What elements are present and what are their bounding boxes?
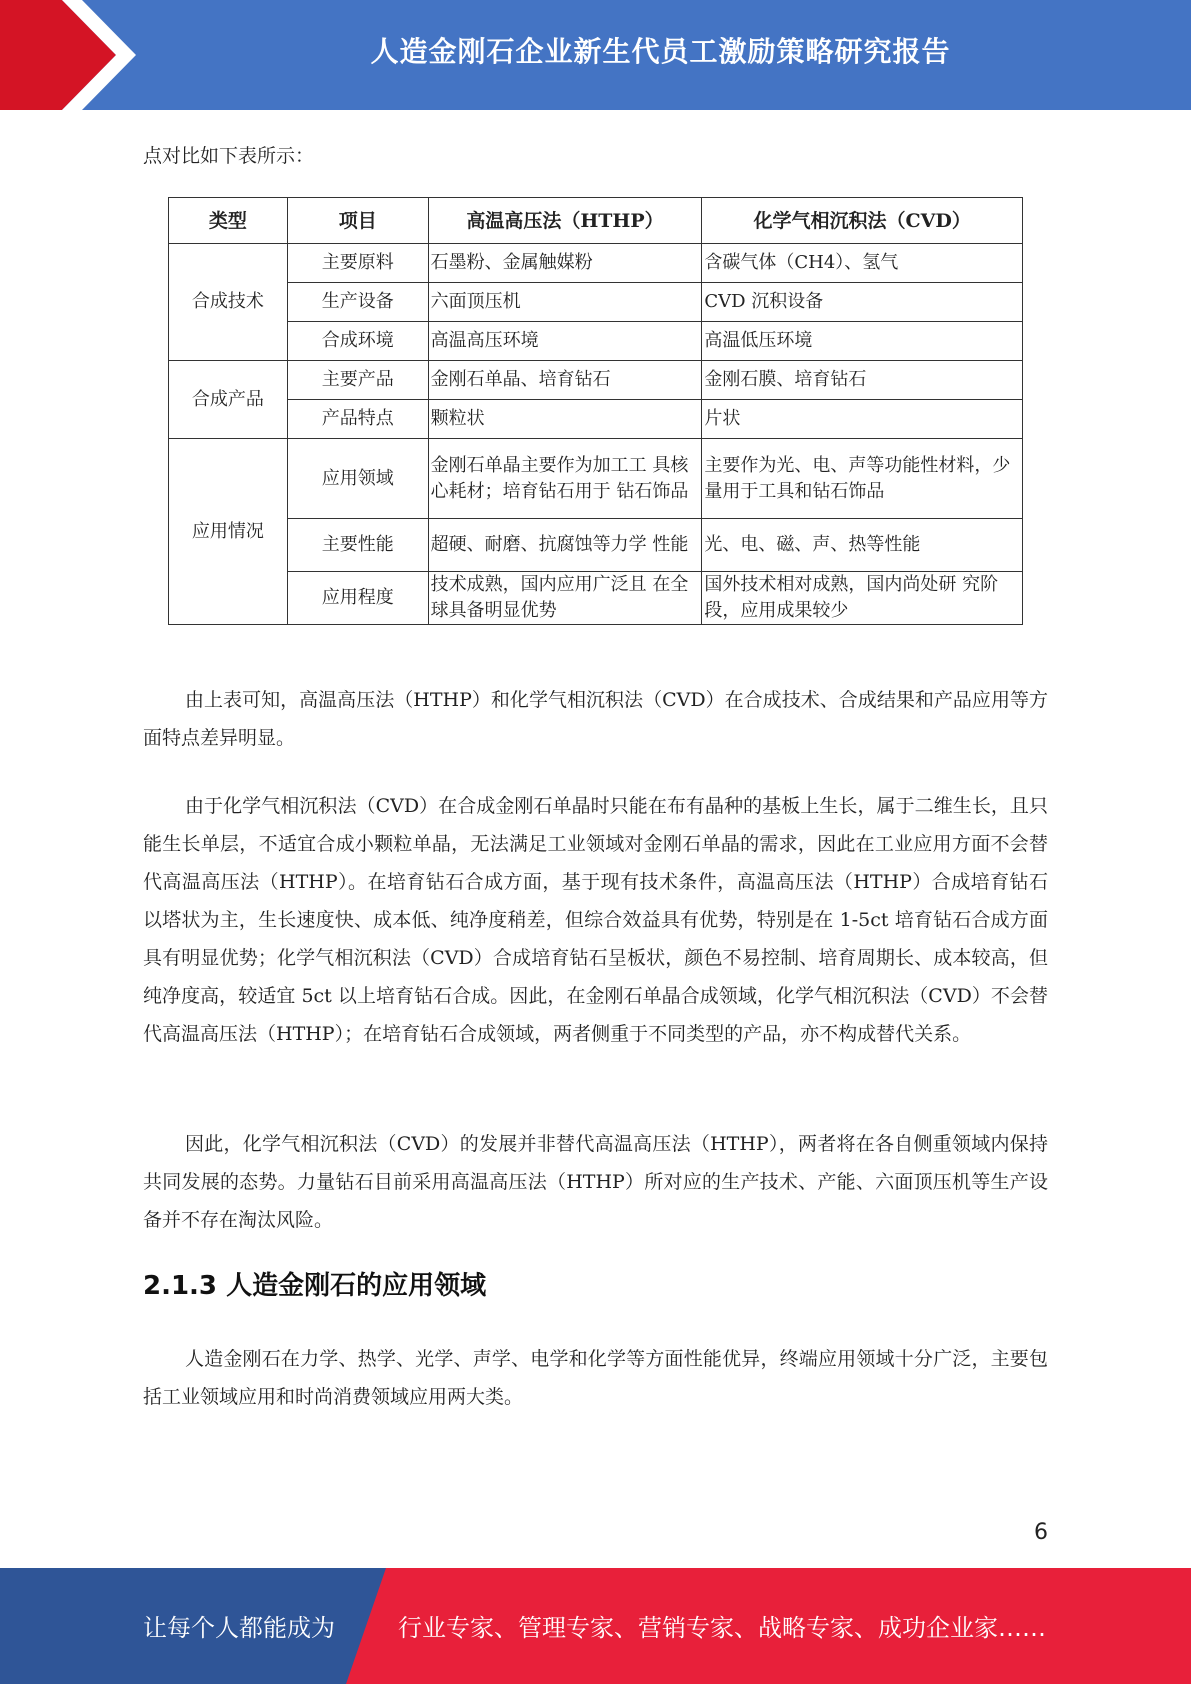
page-number: 6	[1034, 1520, 1048, 1545]
type-cell: 合成产品	[169, 361, 288, 439]
table-header-cell: 项目	[287, 198, 428, 244]
item-cell: 应用程度	[287, 572, 428, 625]
item-cell: 主要性能	[287, 519, 428, 572]
intro-text: 点对比如下表所示：	[143, 145, 315, 167]
table-row	[169, 283, 1023, 322]
table-header-row	[169, 198, 1023, 244]
section-heading: 2.1.3 人造金刚石的应用领域	[143, 1271, 487, 1301]
cvd-cell: 国外技术相对成熟，国内尚处研 究阶段，应用成果较少	[702, 572, 1023, 625]
body-paragraph: 由上表可知，高温高压法（HTHP）和化学气相沉积法（CVD）在合成技术、合成结果和产品应用等方面特点差异明显。	[143, 689, 1048, 749]
table-row	[169, 244, 1023, 283]
body-paragraph: 由于化学气相沉积法（CVD）在合成金刚石单晶时只能在布有晶种的基板上生长，属于二维生长，且只能生长单层，不适宜合成小颗粒单晶，无法满足工业领域对金刚石单晶的需求，因此在工业应用方面不会替代高温高压法（HTHP）。在培育钻石合成方面，基于现有技术条件，高温高压法（HTHP）合成培育钻石以塔状为主，生长速度快、成本低、纯净度稍差，但综合效益具有优势，特别是在 1-5ct 培育钻石合成方面具有明显优势；化学气相沉积法（CVD）合成培育钻石呈板状，颜色不易控制、培育周期长、成本较高，但纯净度高，较适宜 5ct 以上培育钻石合成。因此，在金刚石单晶合成领域，化学气相沉积法（CVD）不会替代高温高压法（HTHP）；在培育钻石合成领域，两者侧重于不同类型的产品，亦不构成替代关系。	[143, 795, 1048, 1045]
item-cell: 主要原料	[287, 244, 428, 283]
hthp-cell: 石墨粉、金属触媒粉	[428, 244, 702, 283]
table-row	[169, 361, 1023, 400]
cvd-cell: 金刚石膜、培育钻石	[702, 361, 1023, 400]
table-header-cell: 类型	[169, 198, 288, 244]
table-row	[169, 322, 1023, 361]
hthp-cell: 高温高压环境	[428, 322, 702, 361]
table-row	[169, 439, 1023, 519]
item-cell: 合成环境	[287, 322, 428, 361]
page-footer	[0, 1568, 1191, 1684]
cvd-cell: 含碳气体（CH4）、氢气	[702, 244, 1023, 283]
hthp-cell: 金刚石单晶、培育钻石	[428, 361, 702, 400]
comparison-table	[168, 197, 1023, 625]
table-row	[169, 519, 1023, 572]
cvd-cell: 片状	[702, 400, 1023, 439]
cvd-cell: 主要作为光、电、声等功能性材料，少量用于工具和钻石饰品	[702, 439, 1023, 519]
item-cell: 生产设备	[287, 283, 428, 322]
cvd-cell: CVD 沉积设备	[702, 283, 1023, 322]
item-cell: 应用领域	[287, 439, 428, 519]
footer-slogan-left: 让每个人都能成为	[143, 1614, 335, 1642]
table-header-cell: 高温高压法（HTHP）	[428, 198, 702, 244]
footer-slogan-right: 行业专家、管理专家、营销专家、战略专家、成功企业家……	[398, 1614, 1046, 1642]
item-cell: 主要产品	[287, 361, 428, 400]
body-paragraph: 人造金刚石在力学、热学、光学、声学、电学和化学等方面性能优异，终端应用领域十分广泛，主要包括工业领域应用和时尚消费领域应用两大类。	[143, 1348, 1048, 1408]
page-header	[0, 0, 1191, 110]
table-row	[169, 572, 1023, 625]
cvd-cell: 光、电、磁、声、热等性能	[702, 519, 1023, 572]
body-paragraph: 因此，化学气相沉积法（CVD）的发展并非替代高温高压法（HTHP），两者将在各自侧重领域内保持共同发展的态势。力量钻石目前采用高温高压法（HTHP）所对应的生产技术、产能、六面顶压机等生产设备并不存在淘汰风险。	[143, 1133, 1048, 1231]
hthp-cell: 金刚石单晶主要作为加工工 具核心耗材；培育钻石用于 钻石饰品	[428, 439, 702, 519]
cvd-cell: 高温低压环境	[702, 322, 1023, 361]
header-chevron-decoration	[0, 0, 160, 110]
hthp-cell: 超硬、耐磨、抗腐蚀等力学 性能	[428, 519, 702, 572]
hthp-cell: 六面顶压机	[428, 283, 702, 322]
table-header-cell: 化学气相沉积法（CVD）	[702, 198, 1023, 244]
type-cell: 合成技术	[169, 244, 288, 361]
table-row	[169, 400, 1023, 439]
hthp-cell: 颗粒状	[428, 400, 702, 439]
item-cell: 产品特点	[287, 400, 428, 439]
type-cell: 应用情况	[169, 439, 288, 625]
report-title: 人造金刚石企业新生代员工激励策略研究报告	[370, 35, 951, 68]
hthp-cell: 技术成熟，国内应用广泛且 在全球具备明显优势	[428, 572, 702, 625]
